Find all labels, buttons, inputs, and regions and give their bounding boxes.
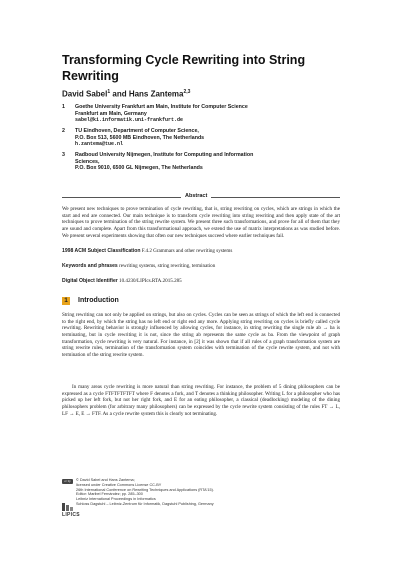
abstract-text: We present new techniques to prove termination of cycle rewriting, that is, string rewriting on cycles, which are strings in which the start and end are connected. Our main technique is to transform cycle rewriting into string rewriting and then apply state of the art techniques to prove termination of the string rewrite system. We present three such transformations, and prove for all of them that they are sound and complete. Apart from this transformational approach, we extend the use of matrix interpretations as was studied before. We present several experiments showing that often our new techniques succeed where earlier techniques fail. — [62, 206, 340, 239]
affiliation-email: sabel@ki.informatik.uni-frankfurt.de — [75, 117, 184, 124]
affiliation-line: Radboud University Nijmegen, Institute for Computing and Information — [75, 152, 254, 158]
keywords-label: Keywords and phrases — [62, 263, 118, 269]
copyright-footer — [76, 478, 356, 507]
intro-paragraph-2: In many areas cycle rewriting is more natural than string rewriting. For instance, the problem of 5 dining philosophers can be expressed as a cycle FTFTFTFTFT where F denotes a fork, and T denotes a thinking philosopher. Writing L for a philosopher who has picked up her left fork, but not her right fork, and E for an eating philosopher, a classical (deadlocking) modeling of the dining philosophers problem (for arbitrary many philosophers) can be expressed by the cycle rewrite system consisting of the rules FT → L, LF → E, E → FTF. As a cycle rewrite system this is clearly not terminating. — [62, 384, 340, 417]
doi-value: 10.4230/LIPIcs.RTA.2015.285 — [119, 278, 182, 284]
acm-classification — [62, 248, 340, 255]
affiliation-line: Goethe University Frankfurt am Main, Institute for Computer Science — [75, 104, 248, 110]
acm-value: F.4.2 Grammars and other rewriting systems — [141, 248, 233, 254]
affiliation-number: 1 — [62, 104, 65, 110]
affiliation-line: TU Eindhoven, Department of Computer Science, — [75, 128, 199, 134]
section-number-badge: 1 — [62, 297, 70, 305]
lipics-logo-icon — [62, 503, 76, 511]
affiliation-line: P.O. Box 513, 5600 MB Eindhoven, The Netherlands — [75, 134, 205, 141]
author-line — [62, 89, 190, 99]
affiliation-number: 3 — [62, 152, 65, 158]
keywords — [62, 263, 340, 270]
affiliation-line: Frankfurt am Main, Germany — [75, 110, 147, 117]
footer-line: licensed under Creative Commons License CC-BY — [76, 482, 162, 487]
author-name: David Sabel — [62, 89, 108, 99]
keywords-value: rewriting systems, string rewriting, termination — [119, 263, 216, 269]
lipics-wordmark: LIPICS — [62, 512, 80, 518]
author-affiliation-mark: 1 — [107, 89, 111, 95]
affiliation-1 — [62, 104, 362, 124]
doi-label: Digital Object Identifier — [62, 278, 118, 284]
author-conjunction: and — [110, 89, 129, 99]
affiliation-3 — [62, 152, 362, 172]
footer-line: Editor: Maribel Fernández; pp. 285–300 — [76, 492, 143, 497]
footer-line: Schloss Dagstuhl – Leibniz-Zentrum für Informatik, Dagstuhl Publishing, Germany — [76, 501, 214, 506]
paper-title: Transforming Cycle Rewriting into String Rewriting — [62, 53, 306, 83]
doi — [62, 278, 340, 285]
affiliation-number: 2 — [62, 128, 65, 134]
footer-line: © David Sabel and Hans Zantema; — [76, 478, 135, 482]
affiliation-email: h.zantema@tue.nl — [75, 141, 124, 148]
author-name: Hans Zantema — [128, 89, 184, 99]
intro-paragraph-1: String rewriting can not only be applied on strings, but also on cycles. Cycles can be seen as strings of which the left end is connected to the right end, by which the string has no left end or right end any more. Applying string rewriting on cycles is briefly called cycle rewriting. Rewriting behavior is strongly influenced by allowing cycles, for instance, in string rewriting the single rule ab → ba is terminating, but in cycle rewriting it is not, since the string ab represents the same cycle as ba. From the viewpoint of graph transformation, cycle rewriting is very natural. For instance, in [2] it was shown that if all rules of a graph transformation system are string rewrite rules, termination of the transformation system coincides with termination of the cycle rewrite system, and not with termination of the string rewrite system. — [62, 312, 340, 358]
abstract-heading: Abstract — [181, 193, 211, 199]
footer-line: Leibniz International Proceedings in Informatics — [76, 497, 156, 502]
acm-label: 1998 ACM Subject Classification — [62, 248, 141, 254]
affiliation-line: Sciences, — [75, 158, 100, 165]
affiliation-2 — [62, 128, 362, 148]
affiliation-line: P.O. Box 9010, 6500 GL Nijmegen, The Netherlands — [75, 165, 203, 172]
footer-line: 26th International Conference on Rewriting Techniques and Applications (RTA'15). — [76, 487, 214, 492]
section-title: Introduction — [78, 297, 119, 304]
cc-license-icon: cc by — [62, 479, 73, 484]
author-affiliation-mark: 2,3 — [183, 89, 191, 95]
